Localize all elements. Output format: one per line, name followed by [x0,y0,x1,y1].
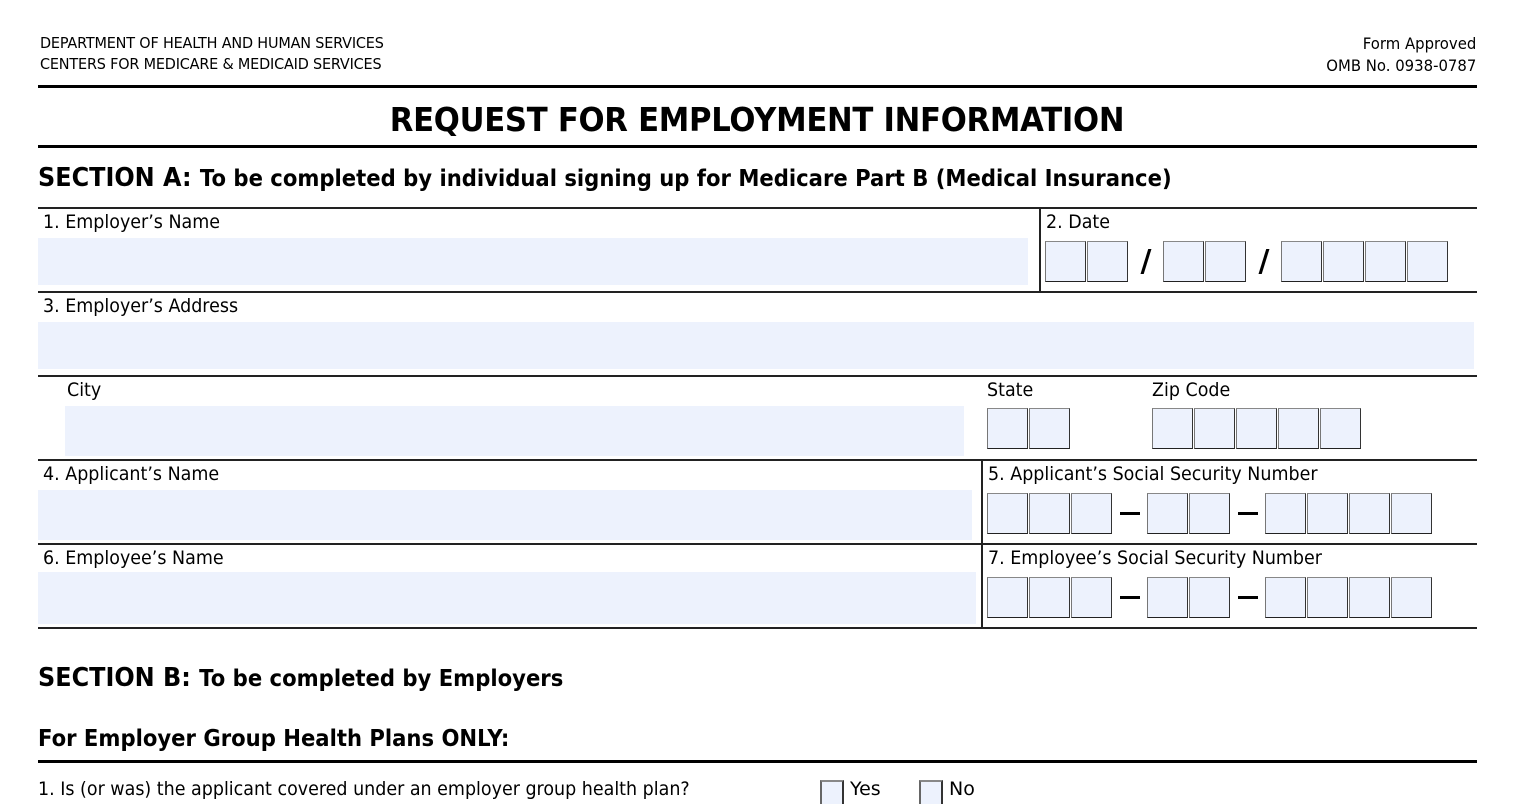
yes-checkbox[interactable] [820,780,844,804]
form-approved-text: Form Approved [1362,34,1476,53]
row-divider [38,627,1477,629]
row-divider [38,543,1477,545]
ssn-digit[interactable] [1029,577,1070,618]
ssn-digit[interactable] [1265,493,1306,534]
applicant-ssn-input[interactable] [987,493,1433,534]
date-month-digit-1[interactable] [1045,241,1086,282]
row-divider [38,459,1477,461]
agency-line-1: DEPARTMENT OF HEALTH AND HUMAN SERVICES [40,34,384,52]
state-input[interactable] [987,408,1071,449]
section-b-heading [38,663,563,693]
ssn-digit[interactable] [1029,493,1070,534]
omb-number: OMB No. 0938-0787 [1325,56,1476,75]
section-a-description: To be completed by individual signing up for Medicare Part B (Medical Insurance) [199,166,1172,192]
zip-digit-5[interactable] [1320,408,1361,449]
date-day-digit-1[interactable] [1163,241,1204,282]
date-separator: / [1258,244,1270,279]
agency-line-2: CENTERS FOR MEDICARE & MEDICAID SERVICES [40,55,382,73]
ssn-digit[interactable] [1349,577,1390,618]
no-label: No [949,778,975,800]
row-divider [38,375,1477,377]
ssn-dash [1120,512,1140,515]
row-divider [38,207,1477,209]
date-year-digit-1[interactable] [1281,241,1322,282]
employee-name-label: 6. Employee’s Name [43,547,224,569]
city-label: City [67,379,102,401]
date-label: 2. Date [1046,211,1111,233]
date-year-digit-4[interactable] [1407,241,1448,282]
applicant-name-input[interactable] [38,490,972,540]
employee-ssn-input[interactable] [987,577,1433,618]
section-b-label: SECTION B: [38,663,191,693]
ssn-digit[interactable] [1147,493,1188,534]
question-1 [38,778,975,800]
employee-name-input[interactable] [38,572,976,624]
zip-code-label: Zip Code [1152,379,1231,401]
employer-address-input[interactable] [38,322,1474,369]
ssn-digit[interactable] [1071,577,1112,618]
date-separator: / [1140,244,1152,279]
ssn-digit[interactable] [1147,577,1188,618]
state-char-1[interactable] [987,408,1028,449]
ssn-digit[interactable] [1265,577,1306,618]
ssn-digit[interactable] [1189,577,1230,618]
section-a-heading [38,163,1172,193]
applicant-name-label: 4. Applicant’s Name [43,463,220,485]
zip-digit-4[interactable] [1278,408,1319,449]
column-divider [1039,207,1041,292]
section-b-description: To be completed by Employers [199,666,564,692]
ssn-digit[interactable] [1391,493,1432,534]
header-divider [38,85,1477,88]
date-year-digit-3[interactable] [1365,241,1406,282]
row-divider [38,291,1477,293]
employee-ssn-label: 7. Employee’s Social Security Number [988,547,1322,569]
ssn-digit[interactable] [1391,577,1432,618]
yes-label: Yes [850,778,881,800]
zip-code-input[interactable] [1152,408,1362,449]
state-char-2[interactable] [1029,408,1070,449]
ssn-digit[interactable] [1071,493,1112,534]
employer-address-label: 3. Employer’s Address [43,295,239,317]
title-divider [38,145,1477,148]
applicant-ssn-label: 5. Applicant’s Social Security Number [988,463,1318,485]
zip-digit-2[interactable] [1194,408,1235,449]
employer-name-input[interactable] [38,238,1028,285]
date-year-digit-2[interactable] [1323,241,1364,282]
ssn-digit[interactable] [987,577,1028,618]
ssn-digit[interactable] [987,493,1028,534]
date-input[interactable] [1045,241,1449,282]
agency-header [40,33,384,75]
form-title: REQUEST FOR EMPLOYMENT INFORMATION [389,100,1125,139]
section-a-label: SECTION A: [38,163,192,193]
ssn-digit[interactable] [1349,493,1390,534]
ssn-digit[interactable] [1307,577,1348,618]
ssn-dash [1238,596,1258,599]
date-day-digit-2[interactable] [1205,241,1246,282]
zip-digit-3[interactable] [1236,408,1277,449]
question-1-text: 1. Is (or was) the applicant covered under an employer group health plan? [38,778,690,800]
ssn-dash [1238,512,1258,515]
omb-approval [1326,33,1476,77]
city-input[interactable] [65,406,964,456]
group-health-plans-subheading: For Employer Group Health Plans ONLY: [38,726,510,752]
zip-digit-1[interactable] [1152,408,1193,449]
date-month-digit-2[interactable] [1087,241,1128,282]
employer-name-label: 1. Employer’s Name [43,211,221,233]
ssn-dash [1120,596,1140,599]
ssn-digit[interactable] [1307,493,1348,534]
no-checkbox[interactable] [919,780,943,804]
subheading-divider [38,760,1477,763]
ssn-digit[interactable] [1189,493,1230,534]
state-label: State [987,379,1034,401]
